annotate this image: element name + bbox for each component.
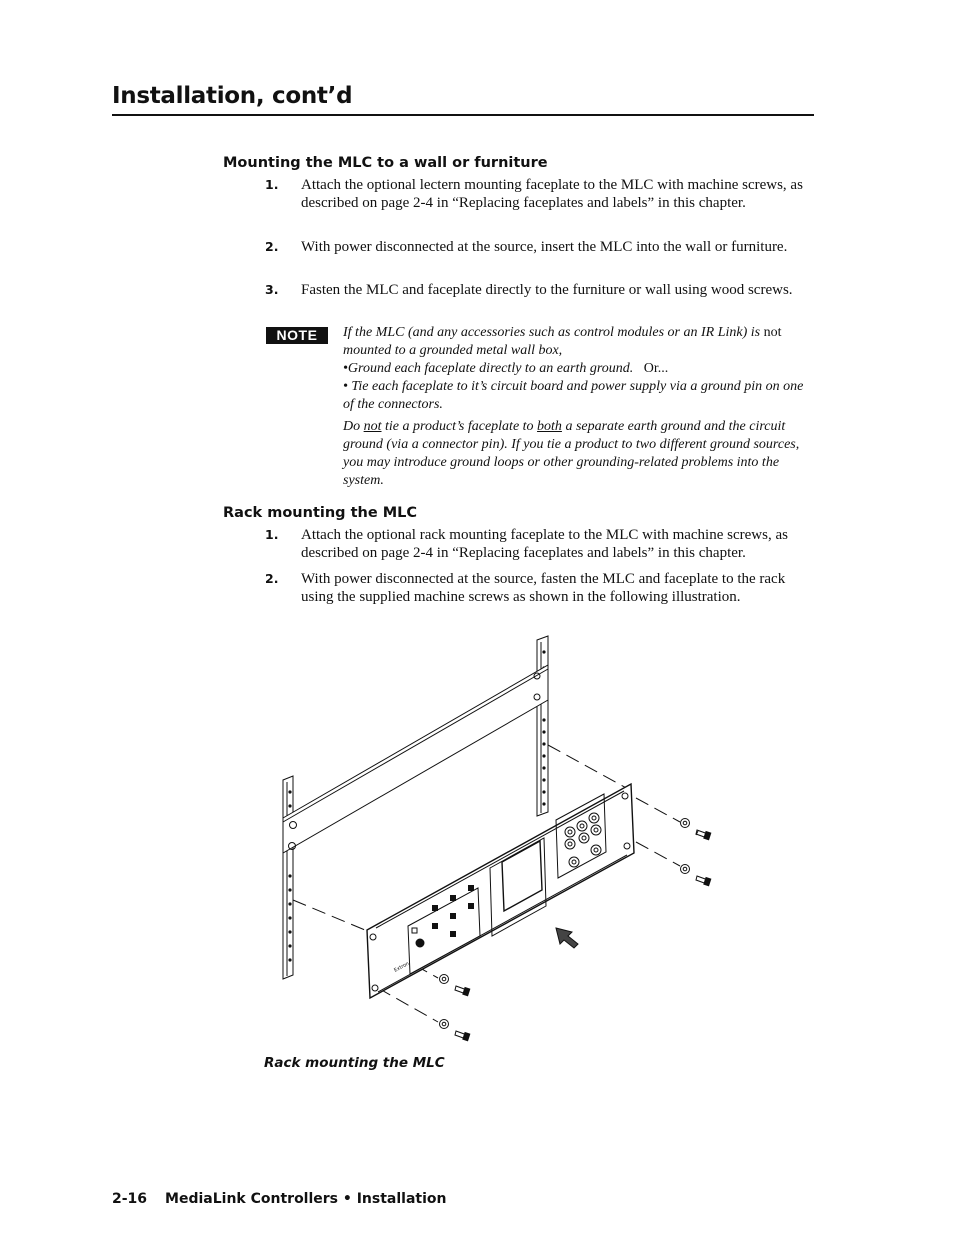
step-number: 1. — [265, 527, 279, 542]
step-text: With power disconnected at the source, insert the MLC into the wall or furniture. — [301, 239, 788, 255]
screw-left-upper — [440, 975, 470, 996]
screw-right-upper — [681, 819, 711, 840]
left-rack-rail — [283, 776, 293, 979]
note-badge: NOTE — [266, 327, 328, 344]
step-number: 3. — [265, 282, 279, 297]
brand-mark: Extron — [393, 960, 411, 974]
step-number: 2. — [265, 239, 279, 254]
step-number: 2. — [265, 571, 279, 586]
step-number: 1. — [265, 177, 279, 192]
title-rule — [112, 114, 814, 116]
insert-arrow — [556, 928, 578, 948]
mlc-rack-faceplate — [367, 784, 634, 998]
step-text: Fasten the MLC and faceplate directly to the furniture or wall using wood screws. — [301, 282, 793, 298]
section-heading-wall-mounting: Mounting the MLC to a wall or furniture — [223, 155, 548, 171]
step-text: Attach the optional lectern mounting faceplate to the MLC with machine screws, as described on page 2-4 in “Replacing faceplates and labels” in this chapter. — [301, 177, 803, 211]
screw-left-lower — [440, 1020, 470, 1041]
step-text: With power disconnected at the source, fasten the MLC and faceplate to the rack using the supplied machine screws as shown in the following illustration. — [301, 571, 786, 605]
right-rack-rail — [537, 636, 548, 816]
page-number: 2-16 — [112, 1191, 148, 1207]
note-paragraph-1: If the MLC (and any accessories such as control modules or an IR Link) is not mounted to a grounded metal wall box, •Ground each faceplate directly to an earth ground. Or... • Tie each faceplate to it’s circuit board and power supply via a ground pin on one of the connectors. — [343, 325, 804, 412]
blank-rack-panel — [283, 665, 548, 853]
step-text: Attach the optional rack mounting faceplate to the MLC with machine screws, as described on page 2-4 in “Replacing faceplates and labels” in this chapter. — [301, 527, 788, 561]
page-footer — [112, 1191, 446, 1207]
rack-mounting-illustration — [270, 632, 720, 1052]
section-heading-rack-mounting: Rack mounting the MLC — [223, 505, 418, 521]
footer-text: MediaLink Controllers • Installation — [165, 1191, 447, 1207]
note-paragraph-2: Do not tie a product’s faceplate to both a separate earth ground and the circuit ground (via a connector pin). If you tie a product to two different ground sources, you may introduce ground loops or other grounding-related problems into the system. — [343, 419, 800, 488]
screw-right-lower — [681, 865, 711, 886]
figure-caption: Rack mounting the MLC — [264, 1055, 445, 1071]
page-title: Installation, cont’d — [112, 83, 353, 109]
